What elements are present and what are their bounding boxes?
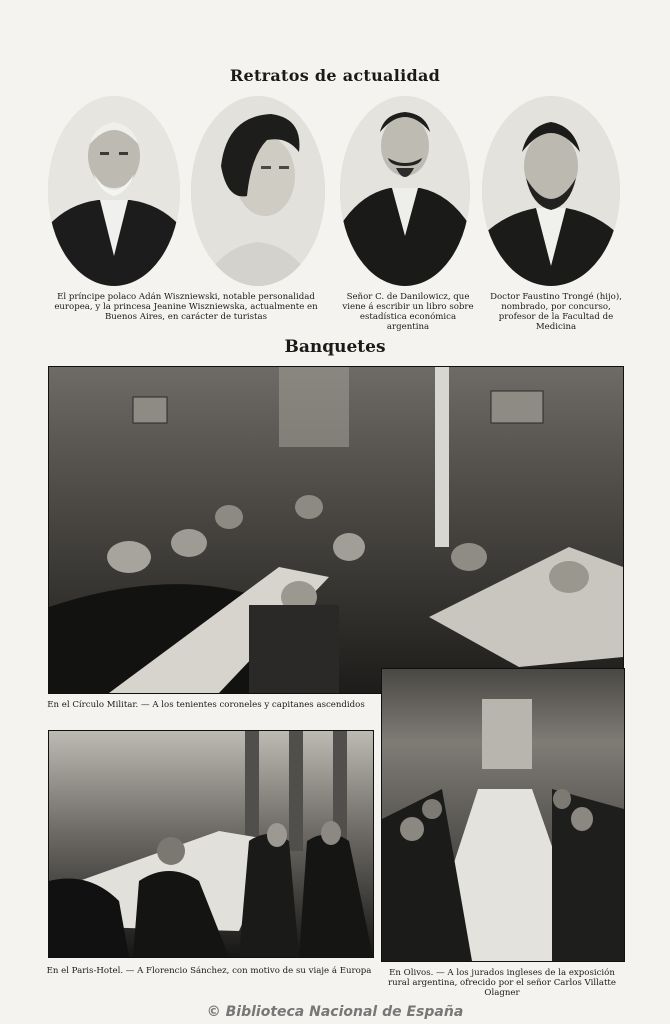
paris-hotel-caption: En el Paris-Hotel. — A Florencio Sánchez, con motivo de su viaje á Europa xyxy=(46,966,372,976)
circulo-militar-caption: En el Círculo Militar. — A los tenientes coroneles y capitanes ascendidos xyxy=(47,700,365,710)
portrait-tronge-photo xyxy=(482,96,620,286)
section-title-portraits: Retratos de actualidad xyxy=(229,66,441,85)
portrait-caption-tronge: Doctor Faustino Trongé (hijo), nombrado, por concurso, profesor de la Facultad de Medicina xyxy=(490,292,622,332)
olivos-caption: En Olivos. — A los jurados ingleses de la exposición rural argentina, ofrecido por el señor Carlos Villatte Olagner xyxy=(388,968,616,998)
portrait-princess-photo xyxy=(191,96,325,286)
library-copyright-footer: © Biblioteca Nacional de España xyxy=(206,1004,464,1020)
section-title-banquets: Banquetes xyxy=(284,337,386,357)
portrait-caption-danilowicz: Señor C. de Danilowicz, que viene á escribir un libro sobre estadística económica argentina xyxy=(342,292,474,332)
portrait-danilowicz-photo xyxy=(340,96,470,286)
paris-hotel-banquet-photo xyxy=(48,730,374,958)
circulo-militar-banquet-photo xyxy=(48,366,624,694)
olivos-banquet-photo xyxy=(381,668,625,962)
portrait-prince-photo xyxy=(48,96,180,286)
portrait-caption-prince: El príncipe polaco Adán Wiszniewski, notable personalidad europea, y la princesa Jeanine Wiszniewska, actualmente en Buenos Aires, en carácter de turistas xyxy=(54,292,318,322)
